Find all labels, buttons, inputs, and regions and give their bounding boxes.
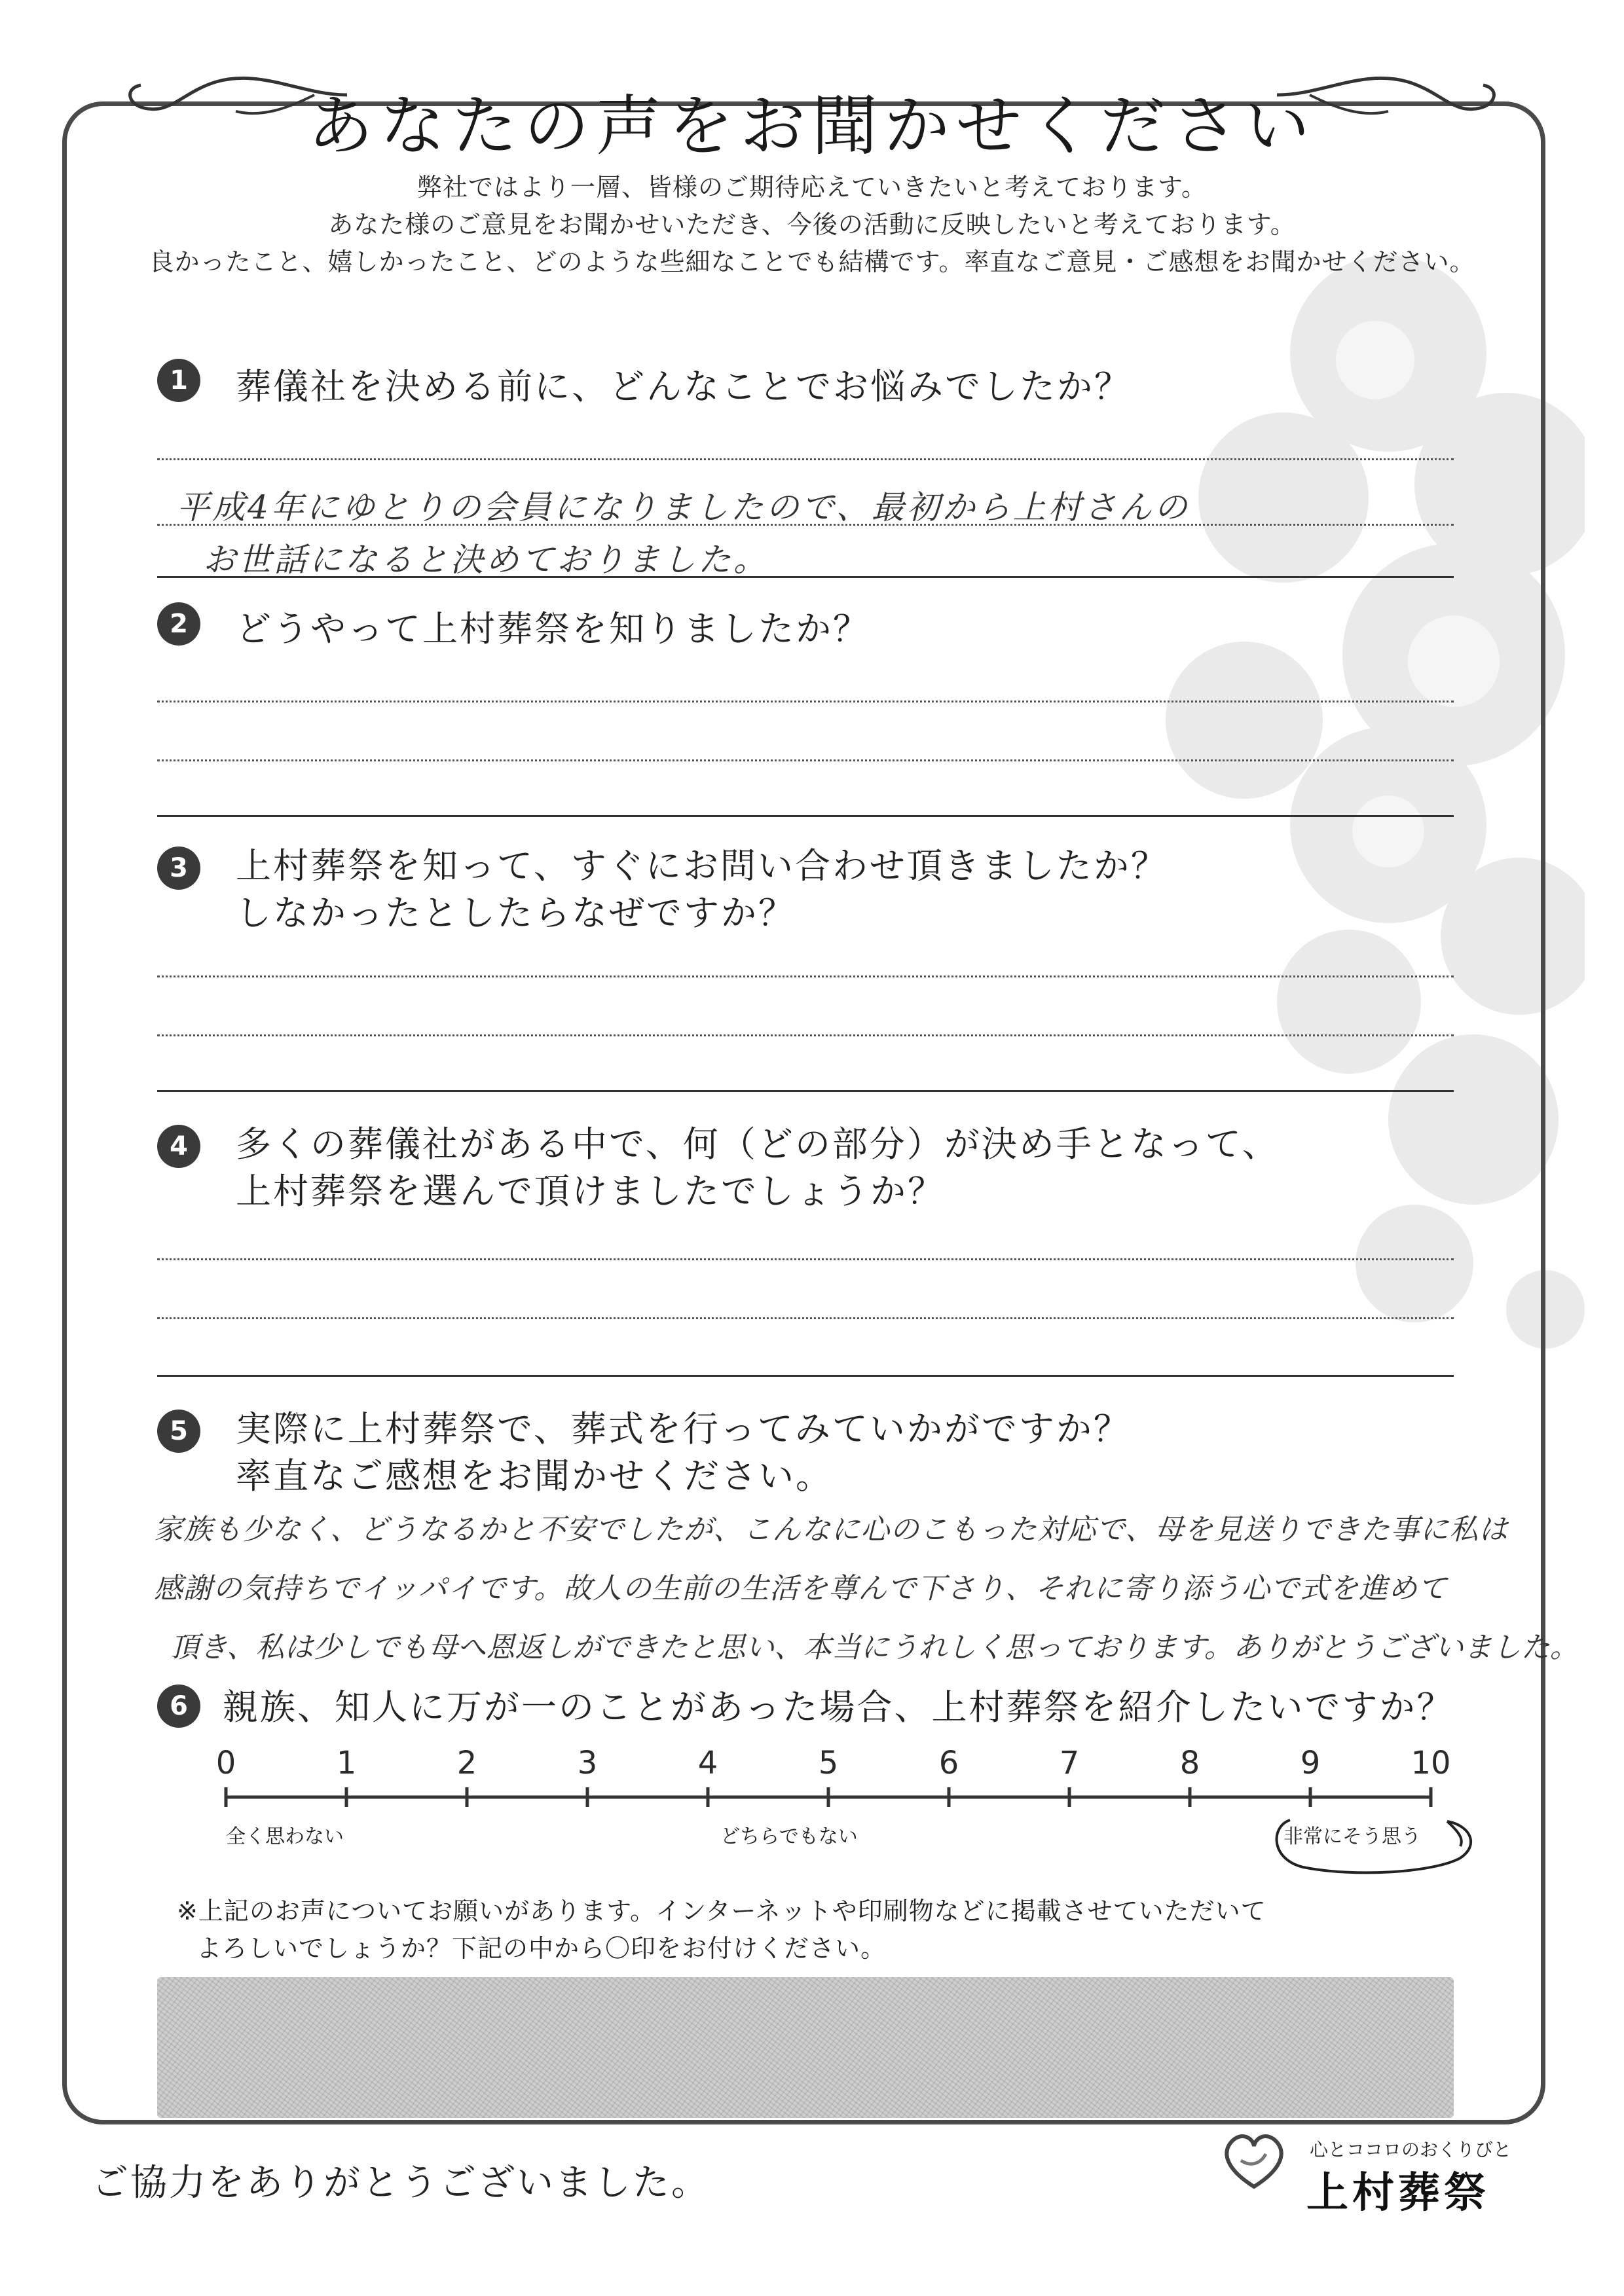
page-title: あなたの声をお聞かせください — [308, 88, 1316, 164]
question-3-text-line-2: しなかったとしたらなぜですか？ — [236, 892, 796, 934]
question-1-text: 葬儀社を決める前に、どんなことでお悩みでしたか？ — [236, 366, 1132, 407]
answer-line — [157, 701, 1454, 702]
intro-line-2: あなた様のご意見をお聞かせいただき、今後の活動に反映したいと考えております。 — [328, 210, 1296, 239]
question-number-badge: 6 — [157, 1685, 200, 1728]
question-4-text-line-2: 上村葬祭を選んで頂けましたでしょうか？ — [236, 1171, 945, 1212]
answer-line — [157, 1258, 1454, 1260]
scale-tick-label: 10 — [1411, 1745, 1451, 1781]
intro-line-1: 弊社ではより一層、皆様のご期待応えていきたいと考えております。 — [417, 173, 1207, 202]
publication-request-note-line-1: ※上記のお声についてお願いがあります。インターネットや印刷物などに掲載させていただいて — [177, 1897, 1266, 1925]
redacted-consent-options — [157, 1977, 1454, 2118]
question-4-text-line-1: 多くの葬儀社がある中で、何（どの部分）が決め手となって、 — [236, 1123, 1280, 1165]
scale-label-high: 非常にそう思う — [1283, 1825, 1421, 1848]
question-5-text-line-1: 実際に上村葬祭で、葬式を行ってみていかがですか？ — [236, 1408, 1131, 1449]
answer-line — [157, 975, 1454, 977]
question-2-text: どうやって上村葬祭を知りましたか？ — [236, 608, 870, 649]
answer-5-line-1: 家族も少なく、どうなるかと不安でしたが、こんなに心のこもった対応で、母を見送りできた事に私は — [154, 1513, 1509, 1546]
scale-tick-label: 2 — [456, 1745, 477, 1781]
answer-5-line-2: 感謝の気持ちでイッパイです。故人の生前の生活を尊んで下さり、それに寄り添う心で式を進めて — [154, 1572, 1448, 1605]
section-divider — [157, 815, 1454, 817]
answer-line — [157, 458, 1454, 460]
answer-1-line-2: お世話になると決めておりました。 — [203, 541, 769, 579]
question-number-badge: 3 — [157, 847, 200, 890]
intro-line-3: 良かったこと、嬉しかったこと、どのような些細なことでも結構です。率直なご意見・ご感想をお聞かせください。 — [149, 247, 1475, 276]
scale-tick-label: 5 — [818, 1745, 839, 1781]
scale-tick-label: 7 — [1059, 1745, 1080, 1781]
section-divider — [157, 1375, 1454, 1377]
answer-5-line-3: 頂き、私は少しでも母へ恩返しができたと思い、本当にうれしく思っております。ありがとうございました。 — [170, 1631, 1579, 1664]
answer-1-line-1: 平成4年にゆとりの会員になりましたので、最初から上村さんの — [177, 488, 1190, 526]
question-number-badge: 4 — [157, 1125, 200, 1168]
answer-line — [157, 524, 1454, 526]
scale-label-low: 全く思わない — [226, 1825, 344, 1848]
scale-tick-label: 1 — [336, 1745, 357, 1781]
question-5-text-line-2: 率直なご感想をお聞かせください。 — [236, 1455, 833, 1497]
publication-request-note-line-2: よろしいでしょうか？下記の中から〇印をお付けください。 — [196, 1934, 887, 1963]
scale-tick-label: 8 — [1179, 1745, 1200, 1781]
answer-line — [157, 1317, 1454, 1319]
scale-tick-label: 3 — [577, 1745, 598, 1781]
section-divider — [157, 1090, 1454, 1092]
section-divider — [157, 576, 1454, 578]
logo-name: 上村葬祭 — [1306, 2169, 1490, 2217]
question-number-badge: 5 — [157, 1410, 200, 1453]
answer-line — [157, 1034, 1454, 1036]
scale-tick-label: 9 — [1300, 1745, 1321, 1781]
selected-rating-circle-icon — [1264, 1807, 1480, 1879]
question-6-text: 親族、知人に万が一のことがあった場合、上村葬祭を紹介したいですか？ — [223, 1686, 1454, 1728]
scale-tick-label: 4 — [697, 1745, 718, 1781]
scale-label-mid: どちらでもない — [720, 1825, 858, 1848]
scale-tick-label: 0 — [215, 1745, 236, 1781]
heart-logo-icon — [1215, 2121, 1293, 2200]
footer-thanks: ご協力をありがとうございました。 — [92, 2162, 710, 2204]
answer-line — [157, 759, 1454, 761]
question-number-badge: 1 — [157, 359, 200, 402]
logo-tagline: 心とココロのおくりびと — [1310, 2139, 1512, 2160]
question-3-text-line-1: 上村葬祭を知って、すぐにお問い合わせ頂きましたか？ — [236, 845, 1168, 886]
question-number-badge: 2 — [157, 602, 200, 646]
scale-tick-label: 6 — [938, 1745, 959, 1781]
